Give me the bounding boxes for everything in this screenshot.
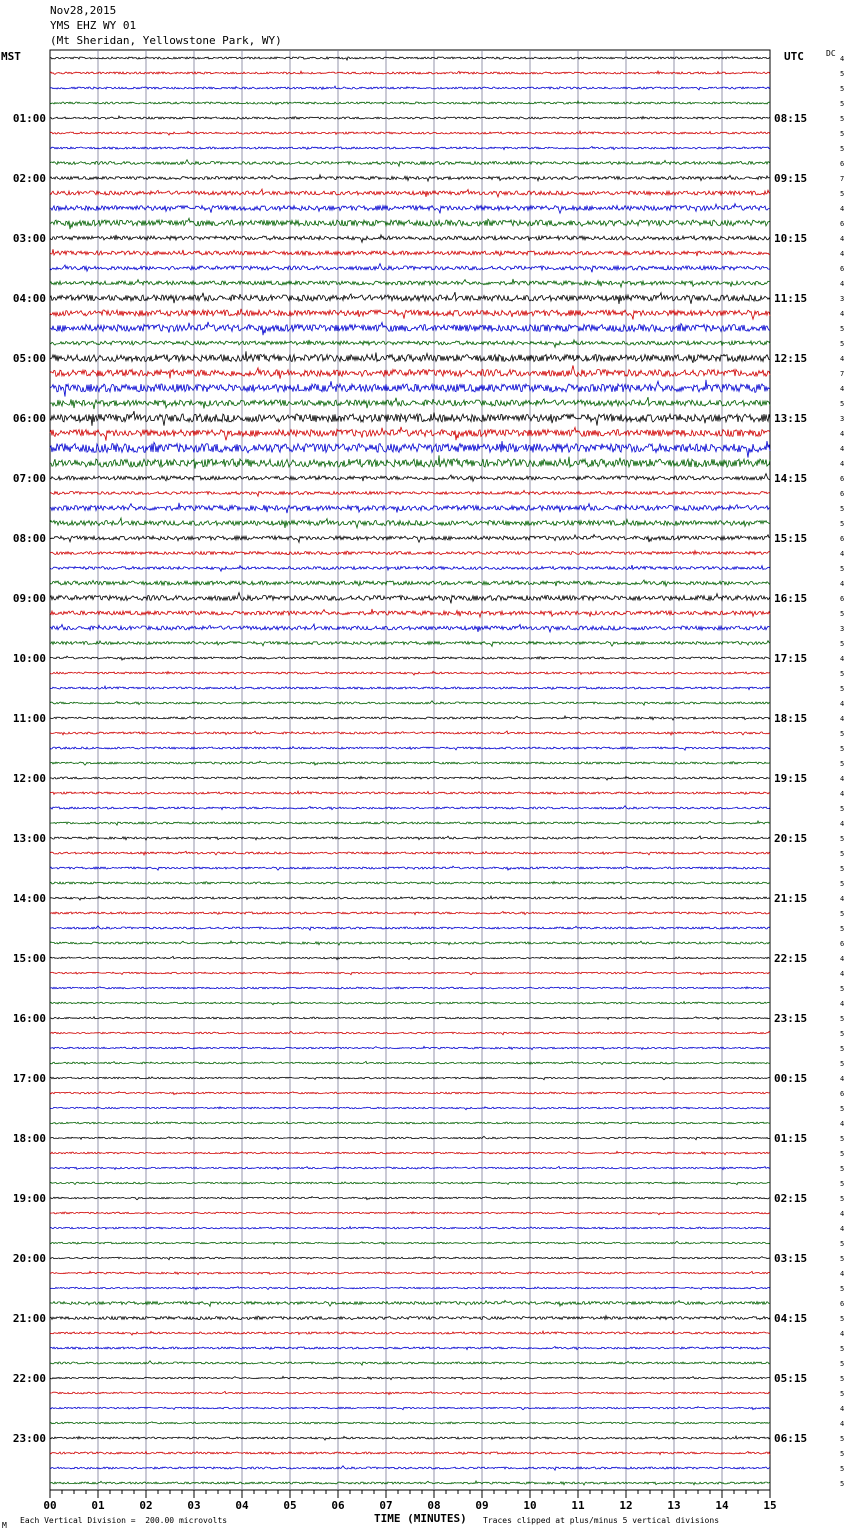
x-tick-label: 04 (235, 1499, 249, 1512)
dc-offset-label: 5 (840, 1150, 845, 1158)
dc-offset-label: 4 (840, 655, 845, 663)
seismic-trace (50, 1107, 770, 1110)
dc-offset-label: 5 (840, 130, 845, 138)
dc-offset-label: 4 (840, 1330, 845, 1338)
seismic-trace (50, 116, 770, 119)
right-hour-label: 03:15 (774, 1252, 808, 1265)
dc-offset-label: 5 (840, 115, 845, 123)
dc-offset-label: 6 (840, 220, 845, 228)
right-hour-label: 05:15 (774, 1372, 808, 1385)
corner-mark: M (2, 1521, 7, 1530)
dc-offset-label: 4 (840, 235, 845, 243)
dc-offset-label: 5 (840, 190, 845, 198)
dc-offset-label: 6 (840, 265, 845, 273)
left-hour-label: 02:00 (12, 172, 46, 185)
left-hour-label: 08:00 (12, 532, 46, 545)
x-tick-label: 09 (475, 1499, 489, 1512)
left-timezone-label: MST (1, 50, 21, 63)
seismic-trace (50, 926, 770, 930)
seismic-trace (50, 189, 770, 197)
dc-offset-label: 6 (840, 1300, 845, 1308)
header-location: (Mt Sheridan, Yellowstone Park, WY) (50, 34, 282, 47)
seismic-trace (50, 821, 770, 825)
dc-offset-label: 5 (840, 1450, 845, 1458)
x-tick-label: 05 (283, 1499, 297, 1512)
dc-offset-label: 5 (840, 670, 845, 678)
right-hour-label: 11:15 (774, 292, 808, 305)
seismic-trace (50, 776, 770, 780)
seismic-trace (50, 882, 770, 885)
dc-offset-label: 4 (840, 790, 845, 798)
dc-offset-label: 4 (840, 1000, 845, 1008)
seismic-trace (50, 1271, 770, 1274)
seismic-trace (50, 518, 770, 528)
dc-offset-label: 5 (840, 610, 845, 618)
seismic-trace (50, 1031, 770, 1034)
dc-offset-label: 5 (840, 850, 845, 858)
right-hour-label: 13:15 (774, 412, 808, 425)
right-hour-label: 08:15 (774, 112, 808, 125)
seismic-trace (50, 57, 770, 61)
dc-offset-label: 4 (840, 775, 845, 783)
seismic-trace (50, 1002, 770, 1005)
dc-offset-label: 4 (840, 550, 845, 558)
dc-offset-label: 5 (840, 70, 845, 78)
dc-offset-label: 5 (840, 1375, 845, 1383)
seismic-trace (50, 175, 770, 181)
dc-offset-label: 3 (840, 295, 845, 303)
dc-offset-label: 5 (840, 1015, 845, 1023)
seismic-trace (50, 1092, 770, 1095)
seismic-trace (50, 701, 770, 705)
dc-offset-label: 4 (840, 55, 845, 63)
seismic-trace (50, 1300, 770, 1306)
dc-offset-label: 5 (840, 100, 845, 108)
seismic-trace (50, 1436, 770, 1440)
trace-group (50, 57, 770, 1486)
dc-offset-label: 6 (840, 535, 845, 543)
dc-offset-label: 7 (840, 370, 845, 378)
dc-offset-label: 5 (840, 1135, 845, 1143)
right-hour-label: 18:15 (774, 712, 808, 725)
left-hour-label: 03:00 (12, 232, 46, 245)
dc-offset-label: 3 (840, 415, 845, 423)
dc-offset-label: 5 (840, 1390, 845, 1398)
right-hour-label: 04:15 (774, 1312, 808, 1325)
right-hour-label: 20:15 (774, 832, 808, 845)
seismic-trace (50, 551, 770, 555)
right-hour-label: 23:15 (774, 1012, 808, 1025)
dc-offset-label: 3 (840, 625, 845, 633)
seismic-trace (50, 1136, 770, 1139)
seismic-trace (50, 580, 770, 586)
dc-offset-label: 5 (840, 145, 845, 153)
left-hour-label: 22:00 (12, 1372, 46, 1385)
label-group (13, 55, 844, 1512)
seismic-trace (50, 1287, 770, 1290)
x-tick-label: 10 (523, 1499, 537, 1512)
seismic-trace (50, 716, 770, 720)
seismic-trace (50, 309, 770, 320)
dc-offset-label: 4 (840, 1270, 845, 1278)
seismic-trace (50, 1422, 770, 1424)
seismic-trace (50, 397, 770, 409)
dc-offset-label: 5 (840, 925, 845, 933)
seismic-trace (50, 535, 770, 543)
dc-offset-label: 4 (840, 970, 845, 978)
seismic-trace (50, 1182, 770, 1185)
dc-offset-label: 4 (840, 700, 845, 708)
dc-offset-label: 6 (840, 595, 845, 603)
dc-offset-label: 4 (840, 820, 845, 828)
seismic-trace (50, 1061, 770, 1064)
x-tick-label: 07 (379, 1499, 393, 1512)
left-hour-label: 07:00 (12, 472, 46, 485)
dc-offset-label: 5 (840, 85, 845, 93)
dc-offset-label: 4 (840, 1210, 845, 1218)
seismic-trace (50, 1466, 770, 1470)
dc-offset-label: 5 (840, 1255, 845, 1263)
x-tick-label: 12 (619, 1499, 633, 1512)
dc-offset-label: 5 (840, 1105, 845, 1113)
dc-label: DC (826, 49, 836, 58)
dc-offset-label: 5 (840, 745, 845, 753)
seismic-trace (50, 593, 770, 604)
dc-offset-label: 4 (840, 895, 845, 903)
x-tick-label: 02 (139, 1499, 153, 1512)
seismic-trace (50, 71, 770, 74)
seismic-trace (50, 941, 770, 945)
right-hour-label: 21:15 (774, 892, 808, 905)
dc-offset-label: 4 (840, 955, 845, 963)
right-hour-label: 19:15 (774, 772, 808, 785)
seismic-trace (50, 1151, 770, 1154)
right-hour-label: 02:15 (774, 1192, 808, 1205)
seismic-trace (50, 218, 770, 229)
seismic-trace (50, 279, 770, 287)
left-hour-label: 01:00 (12, 112, 46, 125)
seismic-trace (50, 131, 770, 135)
seismic-trace (50, 641, 770, 647)
dc-offset-label: 5 (840, 685, 845, 693)
left-hour-label: 20:00 (12, 1252, 46, 1265)
dc-offset-label: 5 (840, 520, 845, 528)
seismic-trace (50, 249, 770, 256)
right-hour-label: 15:15 (774, 532, 808, 545)
dc-offset-label: 5 (840, 1240, 845, 1248)
x-tick-label: 00 (43, 1499, 57, 1512)
left-hour-label: 09:00 (12, 592, 46, 605)
seismic-trace (50, 503, 770, 513)
left-hour-label: 14:00 (12, 892, 46, 905)
dc-offset-label: 4 (840, 1420, 845, 1428)
x-tick-label: 15 (763, 1499, 777, 1512)
dc-offset-label: 5 (840, 1180, 845, 1188)
left-hour-label: 11:00 (12, 712, 46, 725)
left-hour-label: 16:00 (12, 1012, 46, 1025)
dc-offset-label: 5 (840, 1315, 845, 1323)
seismic-trace (50, 365, 770, 378)
dc-offset-label: 5 (840, 400, 845, 408)
dc-offset-label: 5 (840, 835, 845, 843)
dc-offset-label: 7 (840, 175, 845, 183)
seismic-trace (50, 427, 770, 441)
left-hour-label: 18:00 (12, 1132, 46, 1145)
right-hour-label: 22:15 (774, 952, 808, 965)
seismic-trace (50, 204, 770, 214)
dc-offset-label: 4 (840, 715, 845, 723)
dc-offset-label: 5 (840, 1285, 845, 1293)
dc-offset-label: 4 (840, 1405, 845, 1413)
dc-offset-label: 5 (840, 565, 845, 573)
x-tick-label: 06 (331, 1499, 345, 1512)
seismic-trace (50, 1481, 770, 1485)
seismic-trace (50, 565, 770, 571)
x-tick-label: 14 (715, 1499, 729, 1512)
x-tick-label: 01 (91, 1499, 105, 1512)
seismic-trace (50, 340, 770, 347)
left-hour-label: 10:00 (12, 652, 46, 665)
dc-offset-label: 5 (840, 640, 845, 648)
left-hour-label: 15:00 (12, 952, 46, 965)
right-hour-label: 09:15 (774, 172, 808, 185)
seismic-trace (50, 1257, 770, 1260)
dc-offset-label: 5 (840, 340, 845, 348)
x-tick-label: 11 (571, 1499, 585, 1512)
seismic-trace (50, 791, 770, 794)
seismic-trace (50, 987, 770, 989)
dc-offset-label: 4 (840, 355, 845, 363)
dc-offset-label: 6 (840, 160, 845, 168)
seismic-trace (50, 806, 770, 810)
seismic-trace (50, 380, 770, 397)
seismic-trace (50, 1212, 770, 1215)
dc-offset-label: 5 (840, 325, 845, 333)
x-axis-title: TIME (MINUTES) (374, 1512, 467, 1525)
seismic-trace (50, 866, 770, 870)
dc-offset-label: 5 (840, 1435, 845, 1443)
seismic-trace (50, 86, 770, 90)
left-hour-label: 12:00 (12, 772, 46, 785)
seismic-trace (50, 322, 770, 335)
seismic-trace (50, 1046, 770, 1049)
seismic-trace (50, 490, 770, 496)
seismic-trace (50, 1316, 770, 1320)
dc-offset-label: 5 (840, 1060, 845, 1068)
seismic-trace (50, 235, 770, 242)
dc-offset-label: 4 (840, 580, 845, 588)
dc-offset-label: 4 (840, 250, 845, 258)
scale-note: Each Vertical Division = 200.00 microvolts (20, 1516, 228, 1525)
seismic-trace (50, 292, 770, 304)
x-tick-label: 08 (427, 1499, 441, 1512)
left-hour-label: 21:00 (12, 1312, 46, 1325)
right-hour-label: 12:15 (774, 352, 808, 365)
seismic-trace (50, 1166, 770, 1169)
right-hour-label: 00:15 (774, 1072, 808, 1085)
dc-offset-label: 5 (840, 1465, 845, 1473)
seismic-trace (50, 624, 770, 632)
dc-offset-label: 6 (840, 940, 845, 948)
seismic-trace (50, 851, 770, 855)
seismic-trace (50, 836, 770, 840)
seismic-trace (50, 1451, 770, 1454)
dc-offset-label: 5 (840, 805, 845, 813)
right-hour-label: 06:15 (774, 1432, 808, 1445)
seismic-trace (50, 1197, 770, 1200)
dc-offset-label: 4 (840, 280, 845, 288)
dc-offset-label: 5 (840, 1345, 845, 1353)
seismic-trace (50, 1227, 770, 1230)
header-date: Nov28,2015 (50, 4, 117, 17)
seismic-trace (50, 956, 770, 959)
right-hour-label: 01:15 (774, 1132, 808, 1145)
dc-offset-label: 5 (840, 1195, 845, 1203)
left-hour-label: 05:00 (12, 352, 46, 365)
dc-offset-label: 4 (840, 310, 845, 318)
header-station: YMS EHZ WY 01 (50, 19, 137, 32)
dc-offset-label: 4 (840, 1120, 845, 1128)
right-hour-label: 17:15 (774, 652, 808, 665)
right-timezone-label: UTC (784, 50, 804, 63)
seismic-trace (50, 264, 770, 273)
seismic-trace (50, 101, 770, 105)
dc-offset-label: 5 (840, 1480, 845, 1488)
seismic-trace (50, 147, 770, 150)
clip-note: Traces clipped at plus/minus 5 vertical divisions (483, 1516, 720, 1525)
dc-offset-label: 5 (840, 910, 845, 918)
right-hour-label: 10:15 (774, 232, 808, 245)
left-hour-label: 23:00 (12, 1432, 46, 1445)
right-hour-label: 14:15 (774, 472, 808, 485)
dc-offset-label: 5 (840, 985, 845, 993)
seismic-trace (50, 351, 770, 363)
dc-offset-label: 5 (840, 1045, 845, 1053)
seismic-trace (50, 1122, 770, 1125)
seismic-trace (50, 1361, 770, 1365)
dc-offset-label: 6 (840, 1090, 845, 1098)
seismic-trace (50, 1376, 770, 1379)
dc-offset-label: 6 (840, 475, 845, 483)
dc-offset-label: 5 (840, 1165, 845, 1173)
seismic-trace (50, 761, 770, 765)
dc-offset-label: 5 (840, 865, 845, 873)
seismic-trace (50, 896, 770, 900)
left-hour-label: 13:00 (12, 832, 46, 845)
dc-offset-label: 4 (840, 385, 845, 393)
seismic-trace (50, 441, 770, 458)
seismic-trace (50, 1331, 770, 1335)
dc-offset-label: 5 (840, 880, 845, 888)
left-hour-label: 17:00 (12, 1072, 46, 1085)
seismic-trace (50, 1407, 770, 1410)
dc-offset-label: 4 (840, 445, 845, 453)
seismic-trace (50, 731, 770, 735)
dc-offset-label: 4 (840, 430, 845, 438)
seismic-trace (50, 1391, 770, 1394)
seismic-trace (50, 411, 770, 426)
seismic-trace (50, 656, 770, 660)
dc-offset-label: 5 (840, 730, 845, 738)
left-hour-label: 19:00 (12, 1192, 46, 1205)
seismic-trace (50, 474, 770, 482)
seismic-trace (50, 455, 770, 468)
dc-offset-label: 5 (840, 1360, 845, 1368)
left-hour-label: 04:00 (12, 292, 46, 305)
seismic-trace (50, 686, 770, 690)
seismic-trace (50, 1347, 770, 1350)
left-hour-label: 06:00 (12, 412, 46, 425)
right-hour-label: 16:15 (774, 592, 808, 605)
seismic-trace (50, 1017, 770, 1020)
dc-offset-label: 4 (840, 1075, 845, 1083)
seismic-trace (50, 671, 770, 675)
x-tick-label: 13 (667, 1499, 681, 1512)
seismic-trace (50, 912, 770, 915)
dc-offset-label: 6 (840, 490, 845, 498)
dc-offset-label: 4 (840, 460, 845, 468)
dc-offset-label: 5 (840, 760, 845, 768)
seismic-trace (50, 1077, 770, 1080)
seismic-trace (50, 1241, 770, 1244)
dc-offset-label: 5 (840, 1030, 845, 1038)
dc-offset-label: 5 (840, 505, 845, 513)
dc-offset-label: 4 (840, 205, 845, 213)
dc-offset-label: 4 (840, 1225, 845, 1233)
seismic-trace (50, 972, 770, 975)
x-tick-label: 03 (187, 1499, 201, 1512)
seismic-trace (50, 747, 770, 751)
seismic-trace (50, 609, 770, 617)
seismic-trace (50, 160, 770, 167)
